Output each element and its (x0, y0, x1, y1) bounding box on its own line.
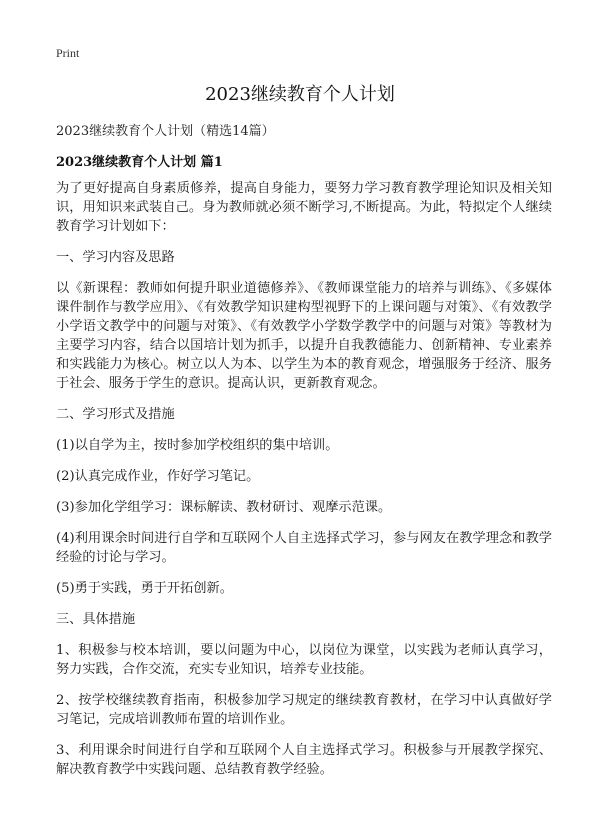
heading-learning-content: 一、学习内容及思路 (56, 250, 175, 265)
document-subtitle: 2023继续教育个人计划（精选14篇） (56, 124, 275, 139)
method-item-4: (4)利用课余时间进行自学和互联网个人自主选择式学习，参与网友在教学理念和教学经验的讨论与学习。 (56, 531, 552, 565)
method-item-5: (5)勇于实践，勇于开拓创新。 (56, 581, 233, 596)
measure-item-2: 2、按学校继续教育指南，积极参加学习规定的继续教育教材，在学习中认真做好学习笔记，完成培训教师布置的培训作业。 (56, 693, 552, 727)
document-title: 2023继续教育个人计划 (205, 84, 395, 105)
heading-specific-measures: 三、具体措施 (56, 612, 136, 627)
measure-item-1: 1、积极参与校本培训，要以问题为中心，以岗位为课堂，以实践为老师认真学习，努力实践，合作交流，充实专业知识，培养专业技能。 (56, 643, 552, 677)
method-item-3: (3)参加化学组学习：课标解读、教材研讨、观摩示范课。 (56, 500, 392, 515)
print-label: Print (56, 46, 80, 60)
method-item-1: (1)以自学为主，按时参加学校组织的集中培训。 (56, 438, 339, 453)
learning-content-paragraph: 以《新课程：教师如何提升职业道德修养》、《教师课堂能力的培养与训练》、《多媒体课件制作与教学应用》、《有效教学知识建构型视野下的上课问题与对策》、《有效教学小学语文教学中的问题与对策》、《有效教学小学数学教学中的问题与对策》等教材为主要学习内容，结合以国培计划为抓手，以提升自我教德能力、创新精神、专业素养和实践能力为核心。树立以人为本、以学生为本的教育观念，增强服务于经济、服务于社会、服务于学生的意识。提高认识，更新教育观念。 (56, 281, 552, 391)
document-body (56, 179, 552, 791)
method-item-2: (2)认真完成作业，作好学习笔记。 (56, 469, 260, 484)
heading-learning-methods: 二、学习形式及措施 (56, 407, 175, 422)
intro-paragraph: 为了更好提高自身素质修养，提高自身能力，要努力学习教育教学理论知识及相关知识，用知识来武装自己。身为教师就必须不断学习,不断提高。为此，特拟定个人继续教育学习计划如下： (56, 181, 552, 234)
measure-item-3: 3、利用课余时间进行自学和互联网个人自主选择式学习。积极参与开展教学探究、解决教育教学中实践问题、总结教育教学经验。 (56, 743, 552, 777)
section-title: 2023继续教育个人计划 篇1 (56, 155, 223, 170)
